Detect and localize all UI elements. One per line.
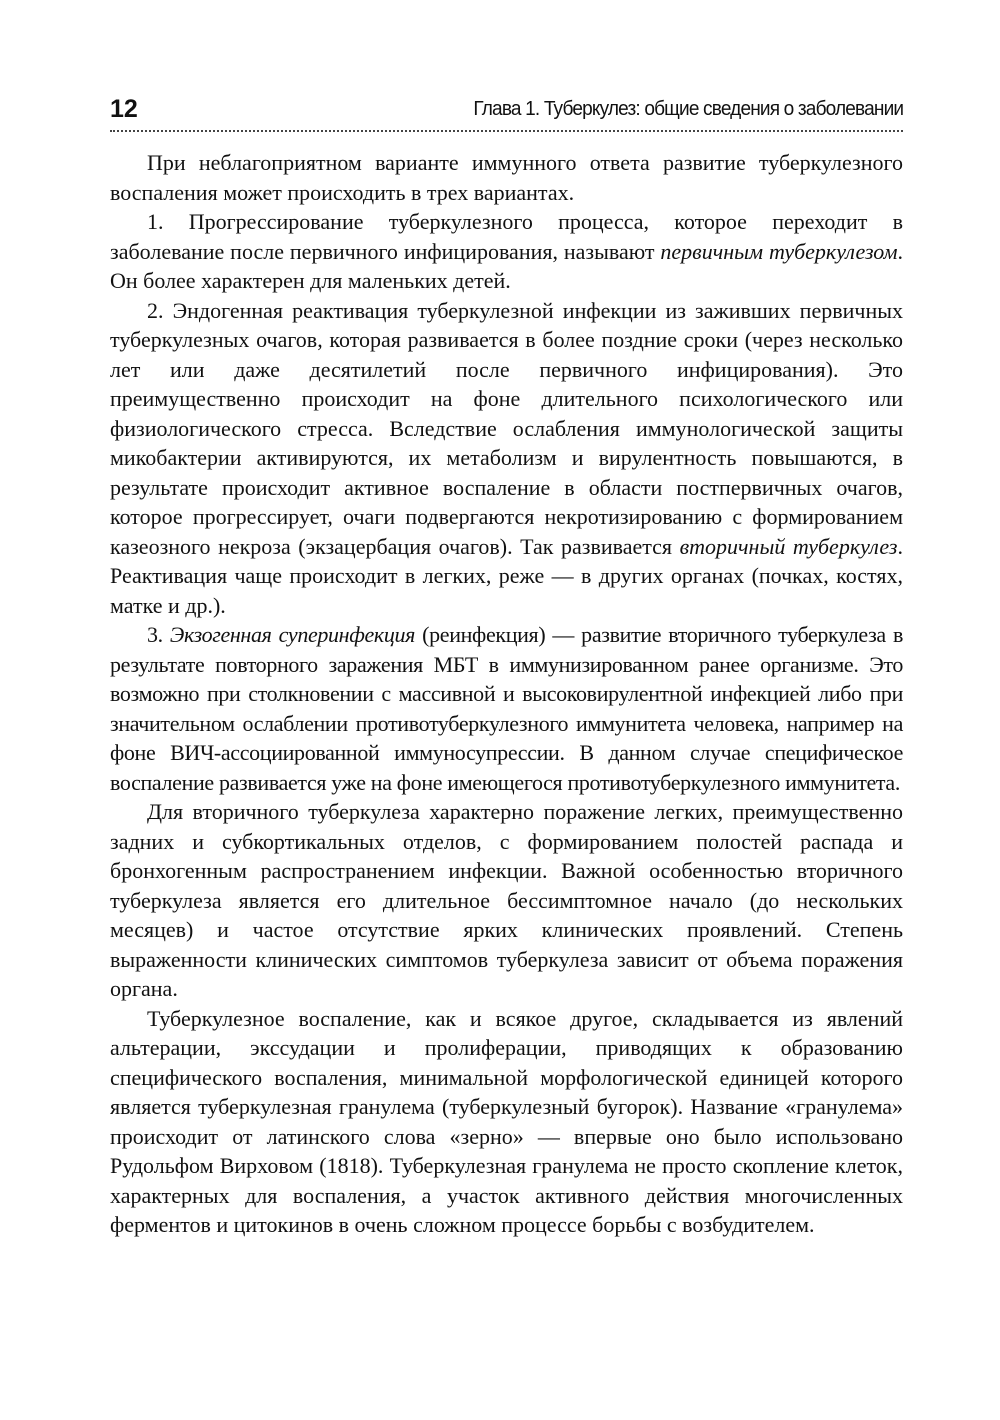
body-text — [110, 148, 903, 1240]
page-header — [110, 92, 903, 126]
paragraph-secondary-features — [110, 797, 903, 1004]
paragraph-granuloma — [110, 1004, 903, 1240]
book-page — [110, 92, 903, 1240]
paragraph-variant-1 — [110, 207, 903, 296]
paragraph-text: . Он более характерен для маленьких детей. — [110, 238, 903, 293]
paragraph-text: 1. Прогрессирование туберкулезного процесса, которое переходит в заболевание после первичного инфицирования, называют — [110, 209, 903, 264]
paragraph-text: Туберкулезное воспаление, как и всякое другое, складывается из явлений альтерации, экссудации и пролиферации, приводящих к образованию специфического воспаления, минимальной морфологической единицей которого является туберкулезная гранулема (туберкулезный бугорок). Название «гранулема» происходит от латинского слова «зерно» — впервые оно было использовано Рудольфом Вирховом (1818). Туберкулезная гранулема не просто скопление клеток, характерных для воспаления, а участок активного действия многочисленных ферментов и цитокинов в очень сложном процессе борьбы с возбудителем. — [110, 1005, 903, 1237]
page-number: 12 — [110, 95, 138, 123]
paragraph-text: 2. Эндогенная реактивация туберкулезной инфекции из заживших первичных туберкулезных очагов, которая развивается в более поздние сроки (через несколько лет или даже десятилетий после первичного инфицирования). Это преимущественно происходит на фоне длительного психологического или физиологического стресса. Вследствие ослабления иммунологической защиты микобактерии активируются, их метаболизм и вирулентность повышаются, в результате происходит активное воспаление в области постпервичных очагов, которое прогрессирует, очаги подвергаются некротизированию с формированием казеозного некроза (экзацербация очагов). Так развивается — [110, 297, 903, 559]
paragraph-text: 3. — [147, 622, 170, 647]
paragraph-text: Для вторичного туберкулеза характерно поражение легких, преимущественно задних и субкортикальных отделов, с формированием полостей распада и бронхогенным распространением инфекции. Важной особенностью вторичного туберкулеза является его длительное бессимптомное начало (до нескольких месяцев) и частое отсутствие ярких клинических проявлений. Степень выраженности клинических симптомов туберкулеза зависит от объема поражения органа. — [110, 799, 903, 1001]
paragraph-text: При неблагоприятном варианте иммунного ответа развитие туберкулезного воспаления может происходить в трех вариантах. — [110, 150, 903, 205]
header-dotted-rule — [110, 130, 903, 132]
running-title: Глава 1. Туберкулез: общие сведения о заболевании — [473, 97, 903, 120]
paragraph-text: . Реактивация чаще происходит в легких, реже — в других органах (почках, костях, матке и др.). — [110, 533, 903, 618]
term-exogenous-superinfection: Экзогенная суперинфекция — [169, 622, 416, 647]
paragraph-text: (реинфекция) — развитие вторичного туберкулеза в результате повторного заражения МБТ в иммунизированном ранее организме. Это возможно при столкновении с массивной и высоковирулентной инфекцией либо при значительном ослаблении противотуберкулезного иммунитета человека, например на фоне ВИЧ-ассоциированной иммуносупрессии. В данном случае специфическое воспаление развивается уже на фоне имеющегося противотуберкулезного иммунитета. — [110, 622, 903, 795]
term-primary-tuberculosis: первичным туберкулезом — [660, 238, 898, 264]
paragraph-variant-2 — [110, 296, 903, 621]
paragraph-variant-3 — [110, 620, 903, 797]
term-secondary-tuberculosis: вторичный туберкулез — [679, 533, 898, 559]
paragraph-intro — [110, 148, 903, 207]
